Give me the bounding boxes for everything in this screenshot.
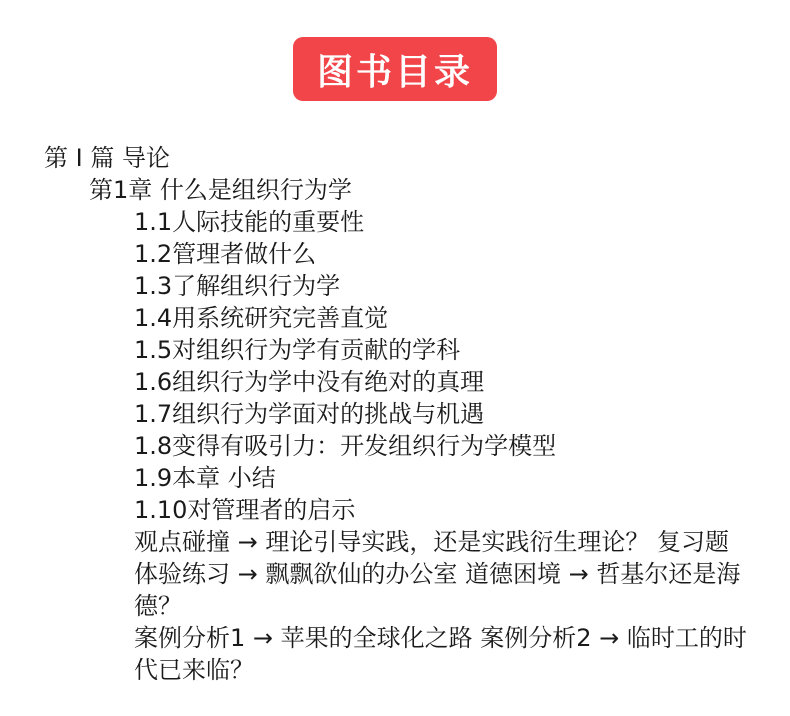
section-item-1-5: 1.5对组织行为学有贡献的学科: [134, 336, 461, 364]
section-item-1-9: 1.9本章 小结: [134, 464, 276, 492]
section-item-1-8: 1.8变得有吸引力：开发组织行为学模型: [134, 432, 557, 460]
section-item-1-10: 1.10对管理者的启示: [134, 496, 356, 524]
case-analysis-block: 案例分析1 → 苹果的全球化之路 案例分析2 → 临时工的时代已来临？: [134, 624, 747, 684]
section-item-1-6: 1.6组织行为学中没有绝对的真理: [134, 368, 485, 396]
page-title: 图书目录: [293, 37, 497, 101]
section-item-1-2: 1.2管理者做什么: [134, 240, 317, 268]
section-item-1-7: 1.7组织行为学面对的挑战与机遇: [134, 400, 485, 428]
viewpoint-and-review-block: 观点碰撞 → 理论引导实践，还是实践衍生理论？ 复习题: [134, 528, 729, 556]
chapter-heading: 第1章 什么是组织行为学: [89, 176, 352, 204]
title-container: [0, 37, 790, 101]
section-item-1-4: 1.4用系统研究完善直觉: [134, 304, 389, 332]
exercise-and-dilemma-block: 体验练习 → 飘飘欲仙的办公室 道德困境 → 哲基尔还是海德？: [134, 560, 741, 620]
table-of-contents: [0, 142, 790, 686]
section-item-1-3: 1.3了解组织行为学: [134, 272, 341, 300]
part-heading: 第 I 篇 导论: [44, 144, 170, 172]
section-item-1-1: 1.1人际技能的重要性: [134, 208, 365, 236]
